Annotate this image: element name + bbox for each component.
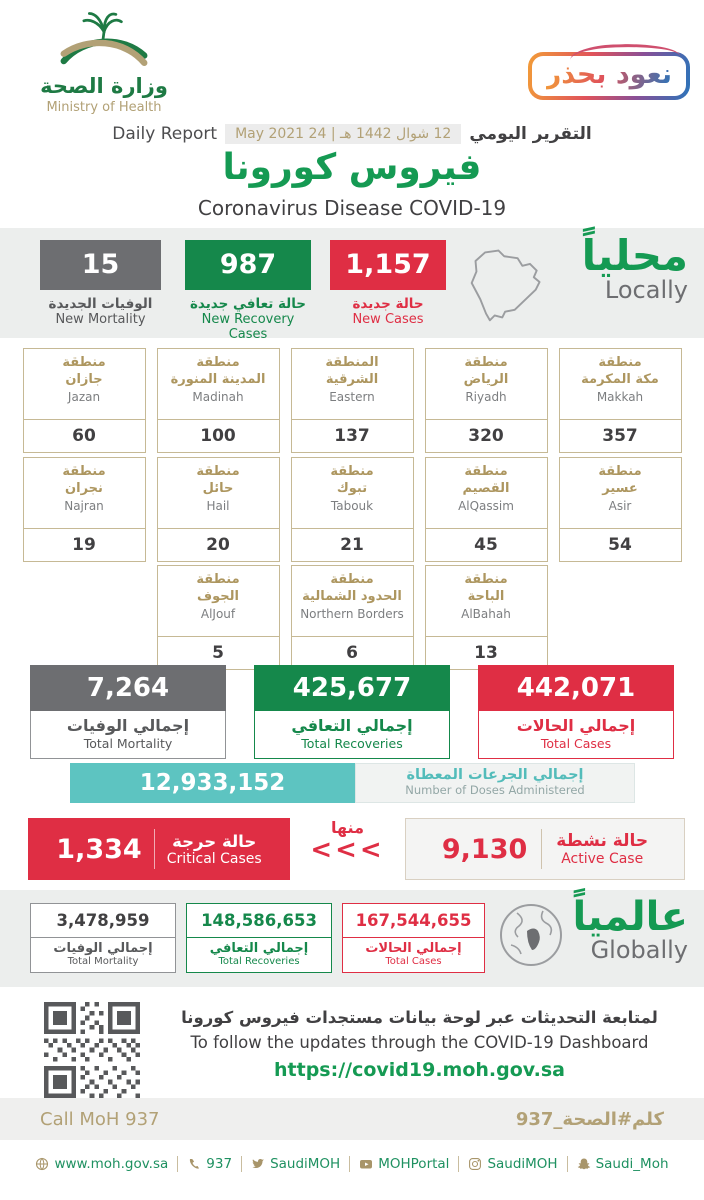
global-cases-label-ar: إجمالي الحالات <box>365 941 462 956</box>
region-box-madinah <box>157 348 280 453</box>
region-en: Riyadh <box>465 389 507 404</box>
new-cases-label-ar: حالة جديدة <box>352 296 424 312</box>
doses-labels <box>355 763 635 803</box>
moh-logo <box>24 8 184 115</box>
global-mortality-box <box>30 903 176 973</box>
left-arrows-icon: <<< <box>310 835 385 865</box>
region-ar-line2: الحدود الشمالية <box>302 588 402 604</box>
global-mortality-value: 3,478,959 <box>56 911 150 930</box>
total-cases-label-ar: إجمالي الحالات <box>516 716 636 735</box>
region-ar-line1: منطقة <box>330 572 374 587</box>
region-value: 21 <box>292 528 413 561</box>
saudi-arabia-map-icon <box>460 240 556 330</box>
phone-label: 937 <box>206 1156 233 1172</box>
snapchat-label: Saudi_Moh <box>595 1156 669 1172</box>
youtube-label: MOHPortal <box>378 1156 450 1172</box>
region-ar-line2: عسير <box>602 480 638 496</box>
globally-heading-en: Globally <box>590 936 688 964</box>
social-item-instagram[interactable] <box>458 1156 566 1172</box>
badge-inner <box>532 56 686 96</box>
region-header <box>426 566 547 636</box>
region-value: 19 <box>24 528 145 561</box>
new-mortality-label-en: New Mortality <box>55 312 146 327</box>
region-box-albahah <box>425 565 548 670</box>
region-ar-line1: منطقة <box>464 572 508 587</box>
moh-palm-swords-icon <box>48 8 160 72</box>
region-ar-line2: حائل <box>202 480 234 496</box>
dashboard-text-en: To follow the updates through the COVID-19 Dashboard <box>190 1033 649 1052</box>
new-cases-value: 1,157 <box>330 240 446 290</box>
phone-icon <box>187 1157 201 1171</box>
new-recovery-stat <box>185 240 311 342</box>
region-box-asir <box>559 457 682 562</box>
region-value: 5 <box>158 636 279 669</box>
region-header <box>292 566 413 636</box>
locally-heading-en: Locally <box>604 276 688 305</box>
call-moh-band <box>0 1098 704 1140</box>
region-value: 137 <box>292 419 413 452</box>
region-value: 13 <box>426 636 547 669</box>
active-cases-box <box>405 818 685 880</box>
region-en: AlBahah <box>461 606 511 621</box>
region-en: Najran <box>64 498 104 513</box>
region-header <box>24 458 145 528</box>
doses-label-en: Number of Doses Administered <box>405 783 585 797</box>
region-ar-line1: المنطقة <box>325 355 379 370</box>
total-mortality-label-en: Total Mortality <box>83 736 173 751</box>
of-which-label: منها <box>330 818 364 837</box>
region-header <box>426 458 547 528</box>
region-box-hail <box>157 457 280 562</box>
new-mortality-stat <box>40 240 161 327</box>
social-item-website[interactable] <box>26 1156 177 1172</box>
region-box-alqassim <box>425 457 548 562</box>
dashboard-info <box>150 1008 689 1081</box>
locally-section <box>0 228 704 342</box>
return-with-caution-badge <box>528 52 690 100</box>
date-row <box>0 124 704 144</box>
globally-heading <box>572 896 688 964</box>
global-cases-box <box>342 903 485 973</box>
region-box-eastern <box>291 348 414 453</box>
region-ar-line1: منطقة <box>196 464 240 479</box>
region-box-najran <box>23 457 146 562</box>
of-which-indicator <box>295 818 400 865</box>
region-box-makkah <box>559 348 682 453</box>
total-recoveries-labels <box>254 711 450 759</box>
region-header <box>292 458 413 528</box>
region-value: 54 <box>560 528 681 561</box>
total-recoveries-value: 425,677 <box>254 665 450 711</box>
region-header <box>292 349 413 419</box>
doses-label-ar: إجمالي الجرعات المعطاة <box>406 767 584 783</box>
region-value: 20 <box>158 528 279 561</box>
new-cases-label-en: New Cases <box>352 312 424 327</box>
new-recovery-label-en: New Recovery Cases <box>201 312 295 342</box>
page-title-english: Coronavirus Disease COVID-19 <box>197 196 507 220</box>
call-moh-ar: كلم#الصحة_937 <box>515 1108 664 1130</box>
critical-cases-box <box>28 818 290 880</box>
total-cases-box <box>478 665 674 759</box>
critical-cases-label-ar: حالة حرجة <box>172 831 257 851</box>
region-header <box>158 566 279 636</box>
qr-code <box>44 1002 140 1102</box>
region-value: 60 <box>24 419 145 452</box>
region-ar-line1: منطقة <box>196 572 240 587</box>
region-value: 320 <box>426 419 547 452</box>
region-ar-line2: مكة المكرمة <box>581 371 659 387</box>
daily-report-label-en: Daily Report <box>112 124 218 144</box>
daily-report-label-ar: التقرير اليومي <box>469 124 592 144</box>
total-recoveries-label-ar: إجمالي التعافي <box>291 716 413 735</box>
region-en: Makkah <box>596 389 644 404</box>
region-en: Hail <box>206 498 230 513</box>
doses-administered-bar <box>70 763 635 803</box>
report-date: 12 شوال 1442 هـ | 24 May 2021 <box>225 124 461 144</box>
snapchat-icon <box>577 1157 591 1171</box>
region-header <box>158 458 279 528</box>
social-item-phone[interactable] <box>177 1156 241 1172</box>
global-recoveries-label-ar: إجمالي التعافي <box>209 941 309 956</box>
region-ar-line2: تبوك <box>336 480 368 496</box>
region-en: AlQassim <box>458 498 514 513</box>
active-cases-label-en: Active Case <box>561 851 644 867</box>
total-mortality-value: 7,264 <box>30 665 226 711</box>
region-en: Asir <box>608 498 632 513</box>
instagram-icon <box>468 1157 482 1171</box>
locally-heading <box>581 231 688 305</box>
region-ar-line1: منطقة <box>330 464 374 479</box>
region-ar-line2: الجوف <box>197 588 239 604</box>
critical-cases-labels <box>167 832 262 867</box>
total-mortality-labels <box>30 711 226 759</box>
total-recoveries-box <box>254 665 450 759</box>
region-ar-line2: المدينة المنورة <box>170 371 266 387</box>
region-box-aljouf <box>157 565 280 670</box>
region-ar-line2: الشرقية <box>325 371 379 387</box>
dashboard-text-ar: لمتابعة التحديثات عبر لوحة بيانات مستجدات فيروس كورونا <box>181 1008 658 1027</box>
region-row-1 <box>0 348 704 453</box>
region-header <box>24 349 145 419</box>
global-cases-value: 167,544,655 <box>355 911 472 930</box>
active-cases-labels <box>556 831 648 867</box>
active-cases-label-ar: حالة نشطة <box>556 831 649 851</box>
global-cases-labels <box>343 937 484 972</box>
total-cases-value: 442,071 <box>478 665 674 711</box>
region-value: 6 <box>292 636 413 669</box>
new-cases-stat <box>330 240 446 327</box>
total-cases-labels <box>478 711 674 759</box>
region-en: Northern Borders <box>300 606 404 621</box>
region-value: 45 <box>426 528 547 561</box>
region-header <box>560 458 681 528</box>
region-en: Madinah <box>192 389 244 404</box>
social-footer <box>0 1156 704 1172</box>
region-box-riyadh <box>425 348 548 453</box>
youtube-icon <box>359 1157 373 1171</box>
region-en: AlJouf <box>200 606 236 621</box>
divider <box>541 829 542 869</box>
globally-heading-ar: عالمياً <box>572 894 688 940</box>
totals-row <box>30 665 674 759</box>
total-recoveries-label-en: Total Recoveries <box>301 736 403 751</box>
global-cases-label-en: Total Cases <box>385 956 442 967</box>
global-recoveries-box <box>186 903 332 973</box>
critical-cases-label-en: Critical Cases <box>166 850 262 867</box>
global-mortality-labels <box>31 937 175 972</box>
region-box-northern-borders <box>291 565 414 670</box>
region-en: Tabouk <box>330 498 374 513</box>
globe-icon <box>497 901 565 973</box>
global-recoveries-value: 148,586,653 <box>201 911 317 930</box>
total-cases-label-en: Total Cases <box>540 736 612 751</box>
region-row-2 <box>0 457 704 562</box>
region-ar-line2: الرياض <box>463 371 509 387</box>
call-moh-en: Call MoH 937 <box>40 1108 160 1130</box>
new-recovery-value: 987 <box>185 240 311 290</box>
new-recovery-label-ar: حالة تعافي جديدة <box>189 296 307 312</box>
instagram-label: SaudiMOH <box>487 1156 558 1172</box>
social-item-youtube[interactable] <box>349 1156 458 1172</box>
locally-heading-ar: محلياً <box>581 231 688 280</box>
region-box-jazan <box>23 348 146 453</box>
global-mortality-label-ar: إجمالي الوفيات <box>53 941 153 956</box>
critical-cases-value: 1,334 <box>56 833 142 865</box>
region-header <box>560 349 681 419</box>
region-ar-line2: جازان <box>65 371 103 387</box>
active-cases-value: 9,130 <box>441 833 528 865</box>
global-recoveries-labels <box>187 937 331 972</box>
total-mortality-box <box>30 665 226 759</box>
ministry-name-english: Ministry of Health <box>46 100 162 115</box>
region-ar-line1: منطقة <box>464 464 508 479</box>
twitter-icon <box>251 1157 265 1171</box>
region-ar-line2: الباحة <box>467 588 505 604</box>
region-ar-line1: منطقة <box>196 355 240 370</box>
total-mortality-label-ar: إجمالي الوفيات <box>66 716 190 735</box>
globe-icon <box>35 1157 49 1171</box>
region-ar-line1: منطقة <box>62 355 106 370</box>
region-box-tabouk <box>291 457 414 562</box>
region-row-3 <box>0 565 704 670</box>
region-en: Jazan <box>67 389 101 404</box>
divider <box>154 829 155 869</box>
region-en: Eastern <box>329 389 375 404</box>
region-ar-line1: منطقة <box>598 355 642 370</box>
social-item-snapchat[interactable] <box>567 1156 678 1172</box>
region-header <box>426 349 547 419</box>
new-mortality-label-ar: الوفيات الجديدة <box>48 296 153 312</box>
region-ar-line2: نجران <box>65 480 103 496</box>
region-ar-line2: القصيم <box>462 480 510 496</box>
region-ar-line1: منطقة <box>62 464 106 479</box>
region-value: 100 <box>158 419 279 452</box>
badge-text: نعود بحذر <box>545 59 672 90</box>
ministry-name-arabic: وزارة الصحة <box>40 74 168 98</box>
region-value: 357 <box>560 419 681 452</box>
global-recoveries-label-en: Total Recoveries <box>218 956 300 967</box>
region-ar-line1: منطقة <box>464 355 508 370</box>
globally-section <box>0 890 704 987</box>
global-mortality-label-en: Total Mortality <box>67 956 139 967</box>
region-ar-line1: منطقة <box>598 464 642 479</box>
region-header <box>158 349 279 419</box>
doses-value: 12,933,152 <box>70 763 355 803</box>
website-label: www.moh.gov.sa <box>54 1156 169 1172</box>
page-title-arabic: فيروس كورونا <box>222 147 482 188</box>
dashboard-url-link[interactable]: https://covid19.moh.gov.sa <box>274 1059 565 1081</box>
social-item-twitter[interactable] <box>241 1156 349 1172</box>
new-mortality-value: 15 <box>40 240 161 290</box>
twitter-label: SaudiMOH <box>270 1156 341 1172</box>
